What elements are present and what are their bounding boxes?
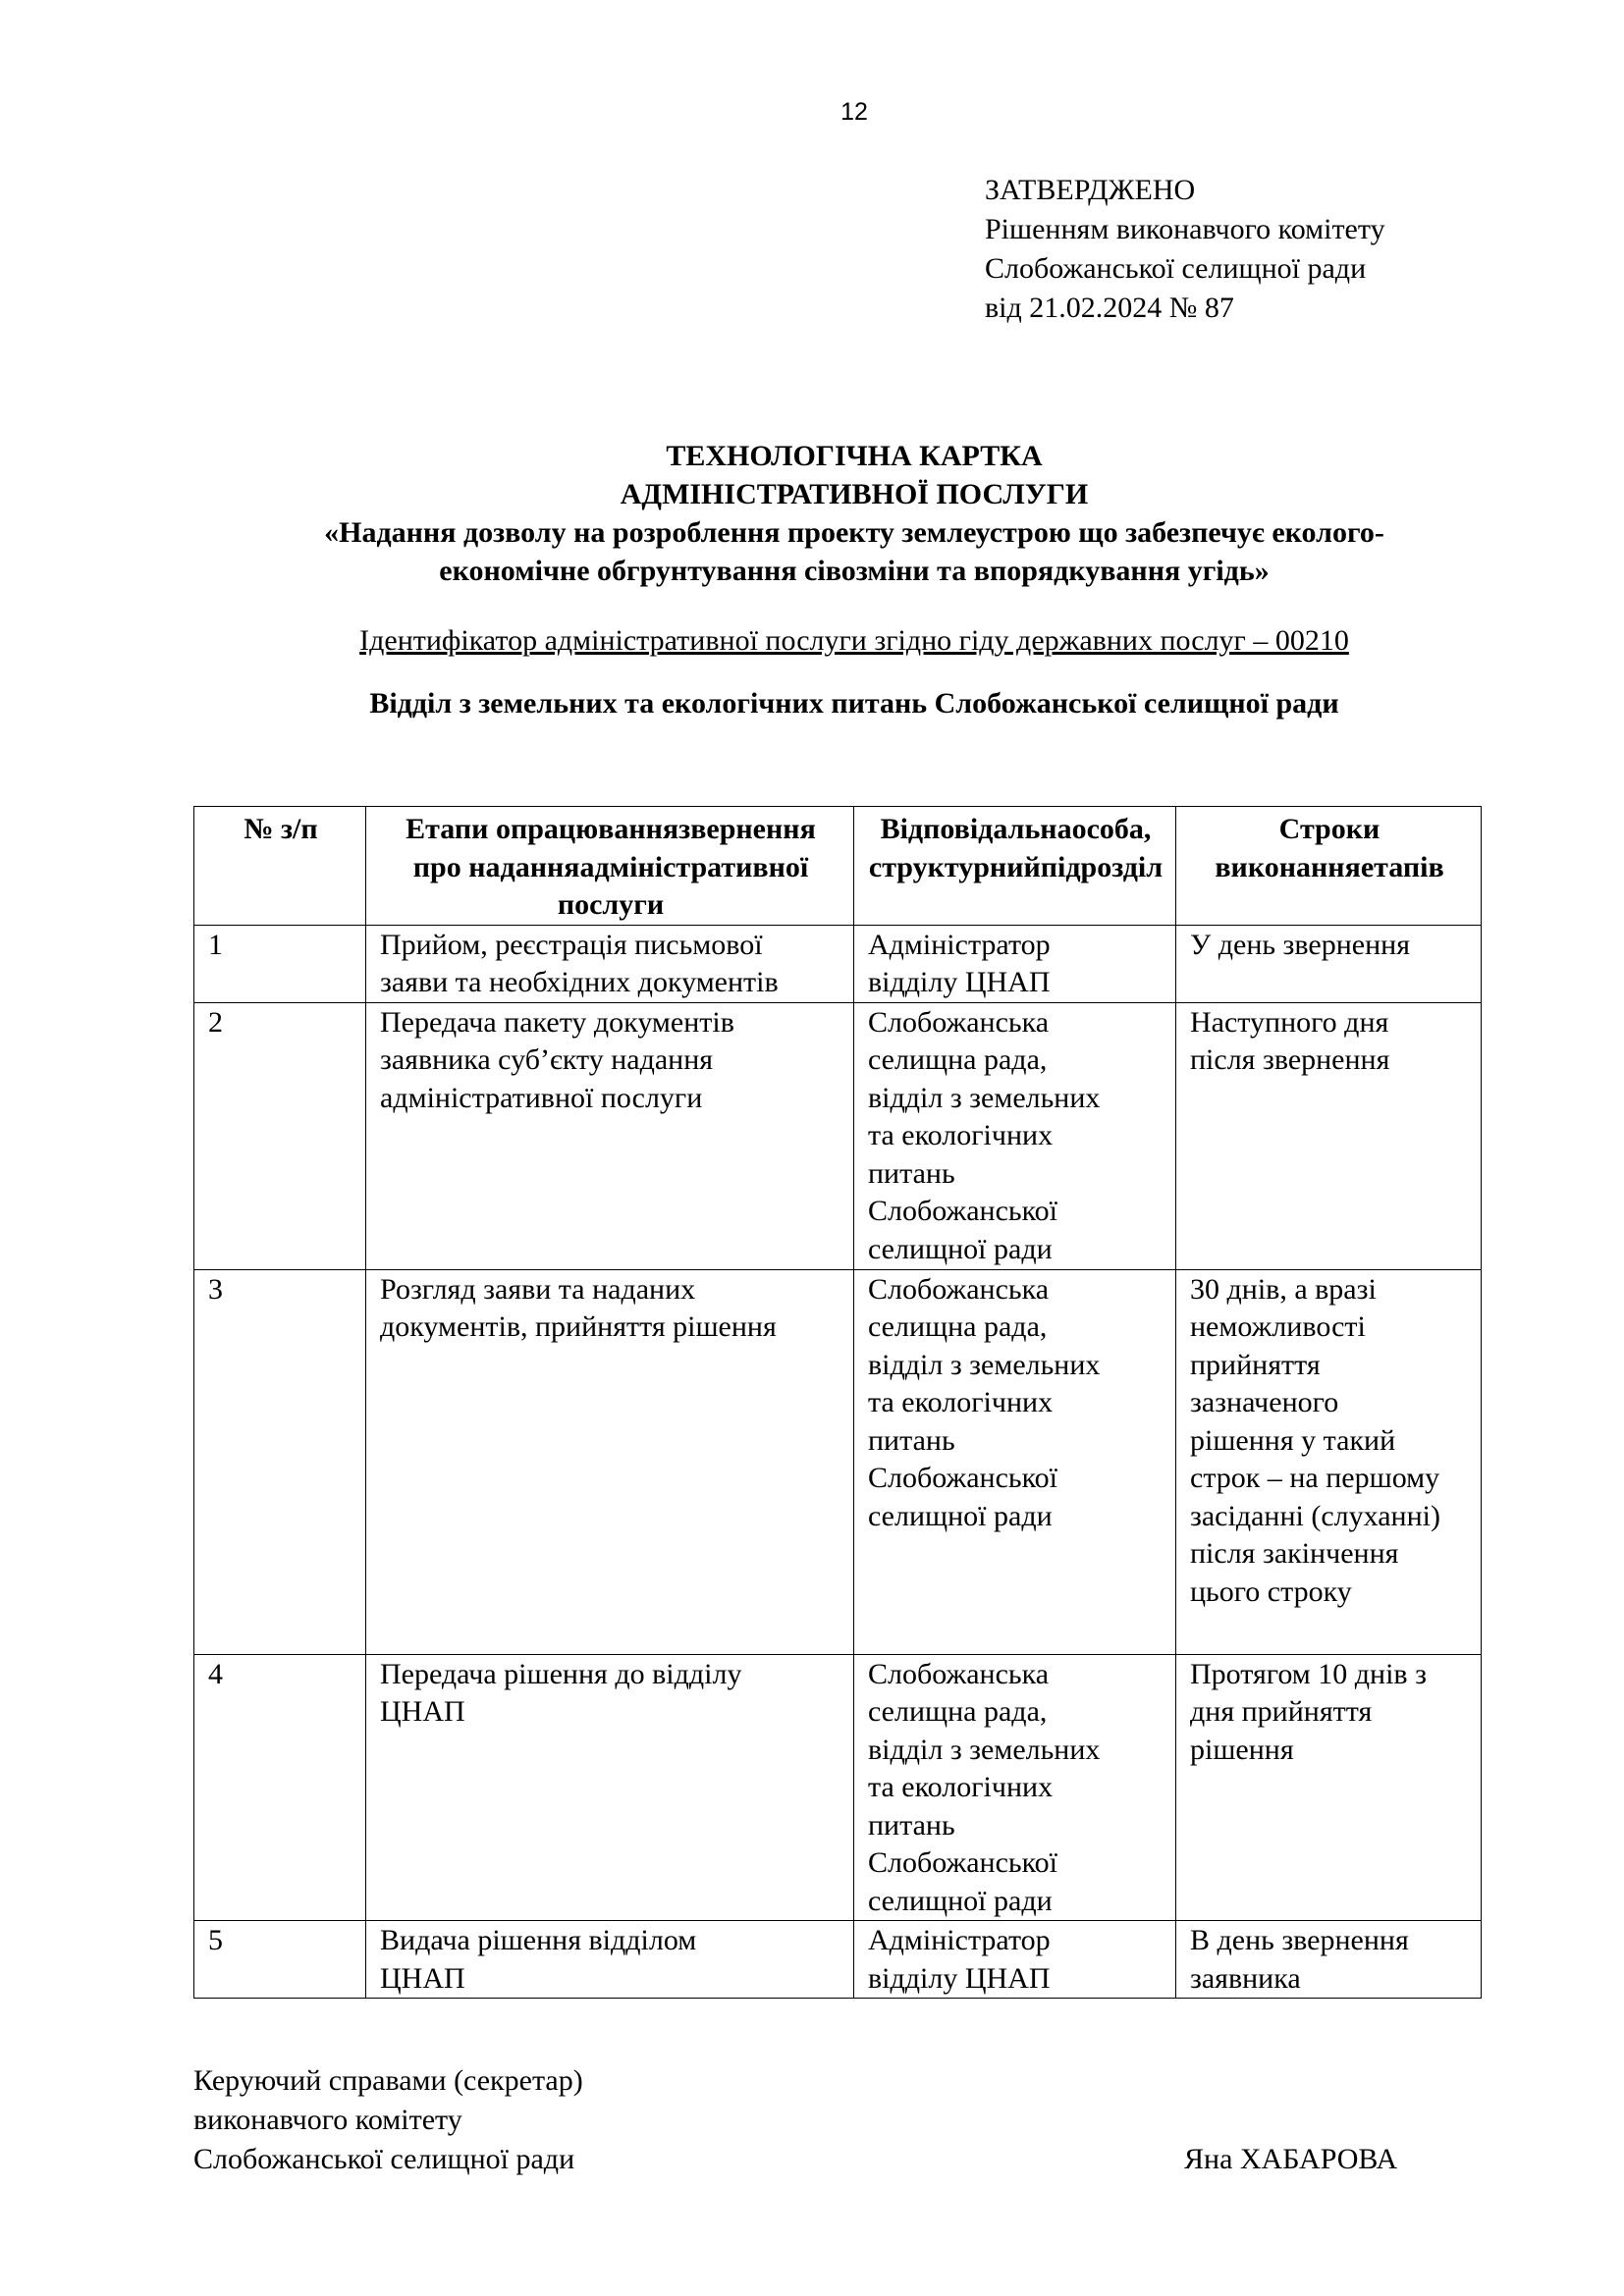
signature-title-line: Слобожанської селищної ради <box>193 2143 575 2175</box>
row-responsible-cell <box>854 1654 1176 1921</box>
cell-line: після закінчення <box>1190 1537 1399 1570</box>
table-row <box>194 1921 1482 1999</box>
cell-line: Передача пакету документів <box>380 1005 734 1039</box>
signature-block <box>193 2061 583 2179</box>
cell-line: Розгляд заяви та наданих <box>380 1272 696 1306</box>
row-stage-cell <box>366 1921 854 1999</box>
cell-line: прийняття <box>1190 1348 1321 1381</box>
title-line: «Надання дозволу на розроблення проекту землеустрою що забезпечує еколого- <box>324 516 1384 549</box>
approval-line: Слобожанської селищної ради <box>985 252 1367 285</box>
cell-line: питань <box>868 1423 955 1457</box>
approval-line: ЗАТВЕРДЖЕНО <box>985 174 1196 206</box>
cell-line: рішення <box>1190 1733 1294 1766</box>
cell-line: документів, прийняття рішення <box>380 1310 777 1343</box>
cell-line: дня прийняття <box>1190 1695 1373 1728</box>
cell-line: Адміністратор <box>868 1924 1051 1956</box>
row-responsible-cell <box>854 1002 1176 1269</box>
header-cell-stage <box>366 807 854 926</box>
row-responsible-cell <box>854 1921 1176 1999</box>
row-stage-cell <box>366 1654 854 1921</box>
cell-line: селищна рада, <box>868 1695 1048 1728</box>
cell-line: Видача рішення відділом <box>380 1924 697 1956</box>
cell-line: Прийом, реєстрація письмової <box>380 928 763 961</box>
cell-line: Слобожанської <box>868 1846 1057 1879</box>
row-responsible-cell <box>854 925 1176 1002</box>
cell-line: етапів <box>1360 850 1444 883</box>
cell-line: Відповідальна <box>880 813 1072 845</box>
signer-name: Яна ХАБАРОВА <box>1184 2143 1398 2175</box>
document-title <box>147 437 1561 590</box>
cell-line: звернення про надання <box>412 813 816 883</box>
cell-line: підрозділ <box>1040 850 1164 883</box>
cell-line: ЦНАП <box>380 1695 465 1728</box>
cell-line: зазначеного <box>1190 1386 1339 1418</box>
row-number-cell: 1 <box>194 925 366 1002</box>
row-number-cell: 3 <box>194 1269 366 1654</box>
page-number: 12 <box>840 98 868 126</box>
cell-line: питань <box>868 1156 955 1190</box>
cell-line: селищної ради <box>868 1499 1053 1532</box>
row-term-cell <box>1176 1921 1482 1999</box>
cell-line: відділ з земельних <box>868 1081 1101 1114</box>
cell-line: та екологічних <box>868 1771 1054 1803</box>
cell-line: Слобожанської <box>868 1462 1057 1494</box>
signature-title-line: виконавчого комітету <box>193 2104 462 2136</box>
cell-line: селищної ради <box>868 1232 1053 1265</box>
stages-table <box>193 806 1482 1999</box>
signature-title-line: Керуючий справами (секретар) <box>193 2064 583 2097</box>
cell-line: № з/п <box>244 813 318 845</box>
row-responsible-cell <box>854 1269 1176 1654</box>
cell-line: ЦНАП <box>380 1961 465 1995</box>
title-line: ТЕХНОЛОГІЧНА КАРТКА <box>666 440 1043 472</box>
table-row <box>194 1269 1482 1654</box>
cell-line: Наступного дня <box>1190 1005 1389 1039</box>
cell-line: та екологічних <box>868 1119 1054 1151</box>
cell-line: питань <box>868 1808 955 1842</box>
cell-line: Слобожанська <box>868 1657 1050 1690</box>
cell-line: адміністративної послуги <box>557 850 809 921</box>
approval-stamp <box>985 171 1385 328</box>
row-term-cell <box>1176 1654 1482 1921</box>
title-line: АДМІНІСТРАТИВНОЇ ПОСЛУГИ <box>620 478 1089 510</box>
table-header-row <box>194 807 1482 926</box>
row-stage-cell <box>366 925 854 1002</box>
cell-line: заяви та необхідних документів <box>380 966 779 998</box>
cell-line: Протягом 10 днів з <box>1190 1657 1427 1690</box>
table-row <box>194 925 1482 1002</box>
approval-line: від 21.02.2024 № 87 <box>985 292 1234 324</box>
row-number-cell: 2 <box>194 1002 366 1269</box>
header-cell-responsible <box>854 807 1176 926</box>
service-identifier: Ідентифікатор адміністративної послуги згідно гіду державних послуг – 00210 <box>359 624 1349 657</box>
cell-line: Етапи опрацювання <box>406 813 679 845</box>
cell-line: після звернення <box>1190 1043 1390 1076</box>
cell-line: неможливості <box>1190 1310 1366 1343</box>
cell-line: заявника <box>1190 1961 1301 1995</box>
cell-line: селищна рада, <box>868 1310 1048 1343</box>
header-cell-term <box>1176 807 1482 926</box>
cell-line: Адміністратор <box>868 928 1051 961</box>
cell-line: відділ з земельних <box>868 1348 1101 1381</box>
cell-line: селищної ради <box>868 1884 1053 1917</box>
cell-line: Слобожанської <box>868 1195 1057 1227</box>
cell-line: 30 днів, а вразі <box>1190 1272 1377 1306</box>
cell-line: Слобожанська <box>868 1005 1050 1039</box>
department-name: Відділ з земельних та екологічних питань Слобожанської селищної ради <box>369 687 1339 720</box>
cell-line: відділ з земельних <box>868 1733 1101 1766</box>
cell-line: рішення у такий <box>1190 1423 1396 1457</box>
table-row <box>194 1002 1482 1269</box>
cell-line: заявника суб’єкту надання <box>380 1043 714 1076</box>
title-line: економічне обгрунтування сівозміни та впорядкування угідь» <box>439 555 1270 587</box>
table-row <box>194 1654 1482 1921</box>
row-stage-cell <box>366 1002 854 1269</box>
cell-line: та екологічних <box>868 1386 1054 1418</box>
cell-line: засіданні (слуханні) <box>1190 1499 1440 1532</box>
cell-line: цього строку <box>1190 1575 1352 1608</box>
cell-line: У день звернення <box>1190 928 1410 961</box>
approval-line: Рішенням виконавчого комітету <box>985 213 1385 245</box>
cell-line: В день звернення <box>1190 1924 1409 1956</box>
row-term-cell <box>1176 925 1482 1002</box>
cell-line: Передача рішення до відділу <box>380 1657 742 1690</box>
cell-line: Слобожанська <box>868 1272 1050 1306</box>
row-term-cell <box>1176 1002 1482 1269</box>
cell-line: відділу ЦНАП <box>868 1961 1051 1995</box>
cell-line: відділу ЦНАП <box>868 966 1051 998</box>
cell-line: особа, структурний <box>868 813 1152 883</box>
header-cell-number <box>194 807 366 926</box>
cell-line: Строки виконання <box>1215 813 1380 883</box>
row-number-cell: 5 <box>194 1921 366 1999</box>
cell-line: адміністративної послуги <box>380 1081 703 1114</box>
cell-line: селищна рада, <box>868 1043 1048 1076</box>
row-stage-cell <box>366 1269 854 1654</box>
cell-line: строк – на першому <box>1190 1462 1440 1494</box>
row-term-cell <box>1176 1269 1482 1654</box>
row-number-cell: 4 <box>194 1654 366 1921</box>
